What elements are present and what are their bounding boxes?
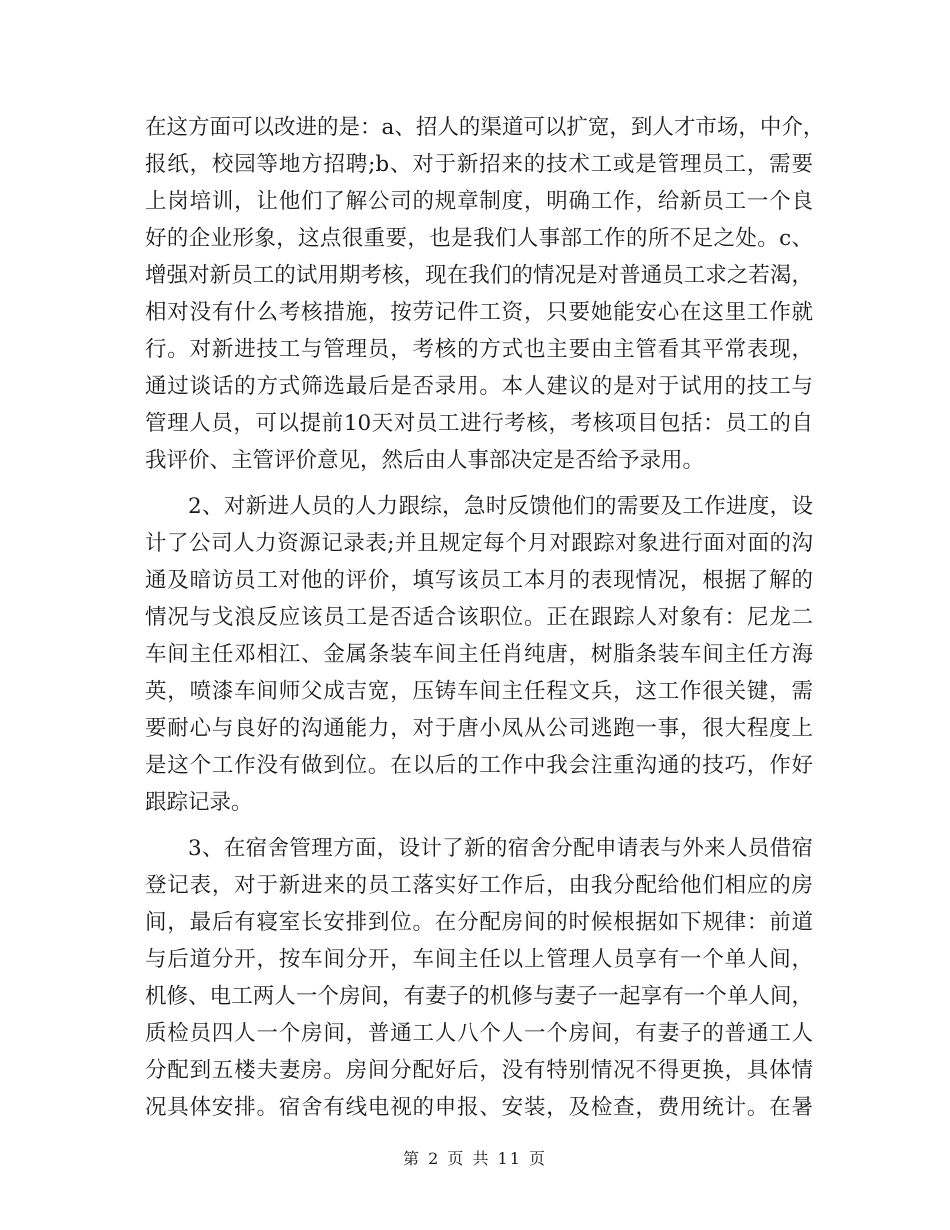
text-line: 行。对新进技工与管理员，考核的方式也主要由主管看其平常表现， [145, 337, 813, 362]
text-line: 上岗培训，让他们了解公司的规章制度，明确工作，给新员工一个良 [145, 189, 813, 214]
text-line: 好的企业形象，这点很重要，也是我们人事部工作的所不足之处。c、 [145, 226, 813, 251]
text-line: 情况与戈浪反应该员工是否适合该职位。正在跟踪人对象有：尼龙二 [145, 605, 813, 630]
text-line: 我评价、主管评价意见，然后由人事部决定是否给予录用。 [145, 448, 705, 473]
text-line: 英，喷漆车间师父成吉宽，压铸车间主任程文兵，这工作很关键，需 [145, 679, 813, 704]
text-line: 要耐心与良好的沟通能力，对于唐小凤从公司逃跑一事，很大程度上 [145, 716, 813, 741]
paragraph-1 [145, 109, 825, 479]
document-body [145, 109, 825, 1126]
paragraph-2 [145, 488, 813, 821]
paragraph-3 [145, 830, 813, 1126]
text-line: 2、对新进人员的人力跟综，急时反馈他们的需要及工作进度，设 [188, 494, 813, 519]
page-number-footer: 第 2 页 共 11 页 [403, 1149, 547, 1168]
text-line: 通过谈话的方式筛选最后是否录用。本人建议的是对于试用的技工与 [145, 374, 813, 399]
text-line: 机修、电工两人一个房间，有妻子的机修与妻子一起享有一个单人间， [145, 984, 813, 1009]
text-line: 况具体安排。宿舍有线电视的申报、安装，及检查，费用统计。在暑 [145, 1095, 813, 1120]
text-line: 是这个工作没有做到位。在以后的工作中我会注重沟通的技巧，作好 [145, 753, 813, 778]
text-line: 车间主任邓相江、金属条装车间主任肖纯唐，树脂条装车间主任方海 [145, 642, 813, 667]
text-line: 间，最后有寝室长安排到位。在分配房间的时候根据如下规律：前道 [145, 910, 813, 935]
text-line: 分配到五楼夫妻房。房间分配好后，没有特别情况不得更换，具体情 [145, 1058, 813, 1083]
text-line: 跟踪记录。 [145, 790, 253, 815]
text-line: 质检员四人一个房间，普通工人八个人一个房间，有妻子的普通工人 [145, 1021, 813, 1046]
text-line: 登记表，对于新进来的员工落实好工作后，由我分配给他们相应的房 [145, 873, 813, 898]
paragraph-spacer [145, 821, 813, 830]
text-line: 在这方面可以改进的是：a、招人的渠道可以扩宽，到人才市场，中介， [145, 115, 825, 140]
text-line: 通及暗访员工对他的评价，填写该员工本月的表现情况，根据了解的 [145, 568, 813, 593]
text-line: 3、在宿舍管理方面，设计了新的宿舍分配申请表与外来人员借宿 [188, 836, 813, 861]
text-line: 与后道分开，按车间分开，车间主任以上管理人员享有一个单人间， [145, 947, 813, 972]
text-line: 报纸，校园等地方招聘;b、对于新招来的技术工或是管理员工，需要 [145, 152, 813, 177]
text-line: 相对没有什么考核措施，按劳记件工资，只要她能安心在这里工作就 [145, 300, 813, 325]
text-line: 管理人员，可以提前10天对员工进行考核，考核项目包括：员工的自 [145, 411, 813, 436]
paragraph-spacer [145, 479, 813, 488]
text-line: 计了公司人力资源记录表;并且规定每个月对跟踪对象进行面对面的沟 [145, 531, 813, 556]
text-line: 增强对新员工的试用期考核，现在我们的情况是对普通员工求之若渴， [145, 263, 813, 288]
